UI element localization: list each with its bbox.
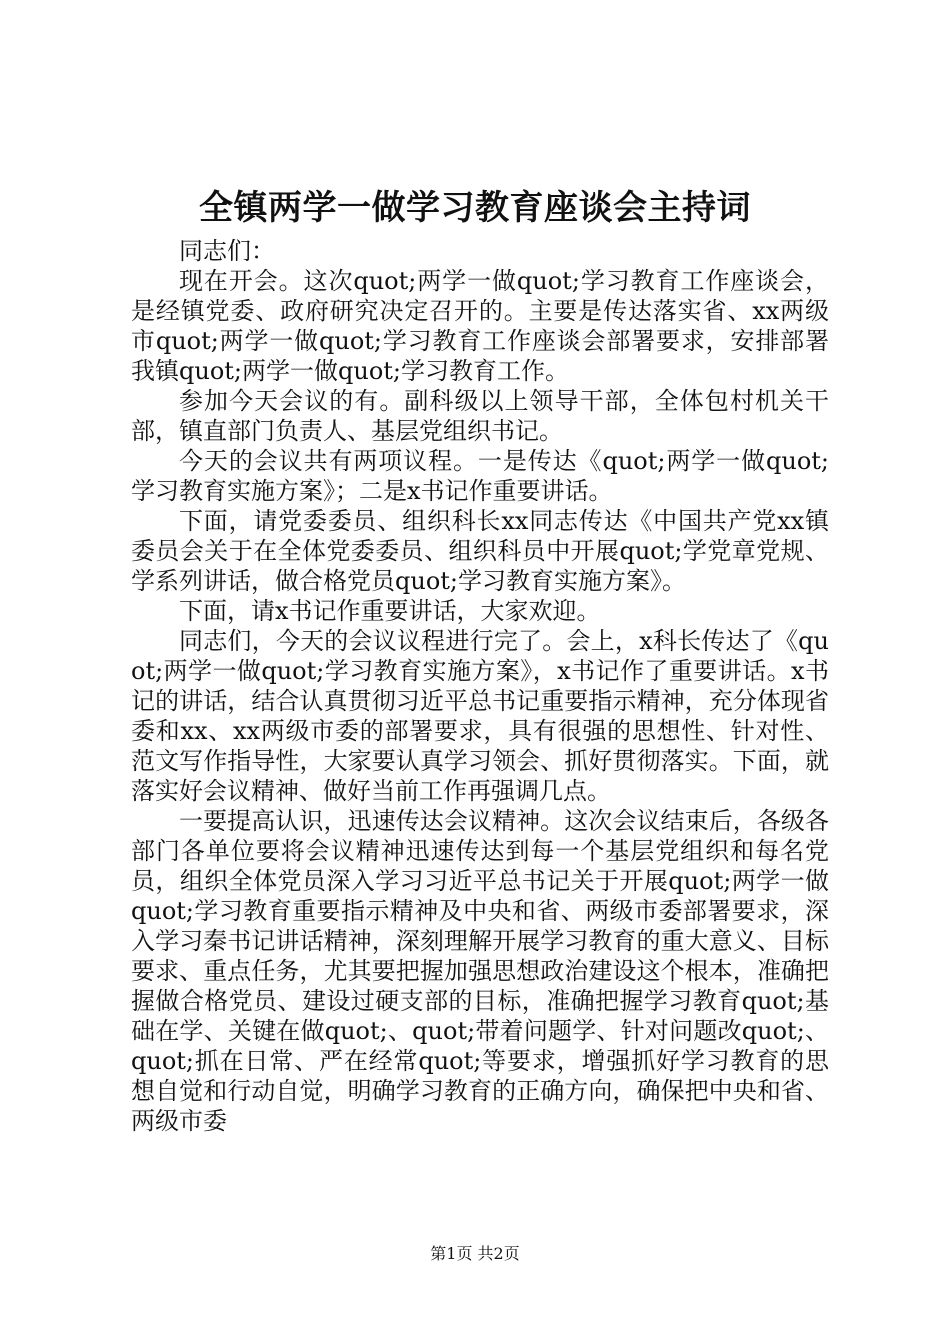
paragraph: 下面，请x书记作重要讲话，大家欢迎。	[179, 597, 601, 625]
paragraph: 今天的会议共有两项议程。一是传达《quot;两学一做quot;学习教育实施方案》；二是x书记作重要讲话。	[131, 447, 829, 505]
paragraph: 同志们，今天的会议议程进行完了。会上，x科长传达了《quot;两学一做quot;学习教育实施方案》，x书记作了重要讲话。x书记的讲话，结合认真贯彻习近平总书记重要指示精神，充分体现省委和xx、xx两级市委的部署要求，具有很强的思想性、针对性、范文写作指导性，大家要认真学习领会、抓好贯彻落实。下面，就落实好会议精神、做好当前工作再强调几点。	[131, 627, 829, 805]
paragraph-greeting: 同志们：	[179, 237, 275, 265]
paragraph: 现在开会。这次quot;两学一做quot;学习教育工作座谈会，是经镇党委、政府研究决定召开的。主要是传达落实省、xx两级市quot;两学一做quot;学习教育工作座谈会部署要求，安排部署我镇quot;两学一做quot;学习教育工作。	[131, 267, 829, 385]
page-footer: 第1页 共2页	[430, 1244, 520, 1263]
paragraph: 下面，请党委委员、组织科长xx同志传达《中国共产党xx镇委员会关于在全体党委委员、组织科员中开展quot;学党章党规、学系列讲话，做合格党员quot;学习教育实施方案》。	[131, 507, 829, 595]
document-body	[131, 236, 829, 1136]
document-title: 全镇两学一做学习教育座谈会主持词	[199, 188, 751, 228]
paragraph: 一要提高认识，迅速传达会议精神。这次会议结束后，各级各部门各单位要将会议精神迅速传达到每一个基层党组织和每名党员，组织全体党员深入学习习近平总书记关于开展quot;两学一做quot;学习教育重要指示精神及中央和省、两级市委部署要求，深入学习秦书记讲话精神，深刻理解开展学习教育的重大意义、目标要求、重点任务，尤其要把握加强思想政治建设这个根本，准确把握做合格党员、建设过硬支部的目标，准确把握学习教育quot;基础在学、关键在做quot;、quot;带着问题学、针对问题改quot;、quot;抓在日常、严在经常quot;等要求，增强抓好学习教育的思想自觉和行动自觉，明确学习教育的正确方向，确保把中央和省、两级市委	[131, 807, 829, 1135]
paragraph: 参加今天会议的有。副科级以上领导干部，全体包村机关干部，镇直部门负责人、基层党组织书记。	[131, 387, 829, 445]
